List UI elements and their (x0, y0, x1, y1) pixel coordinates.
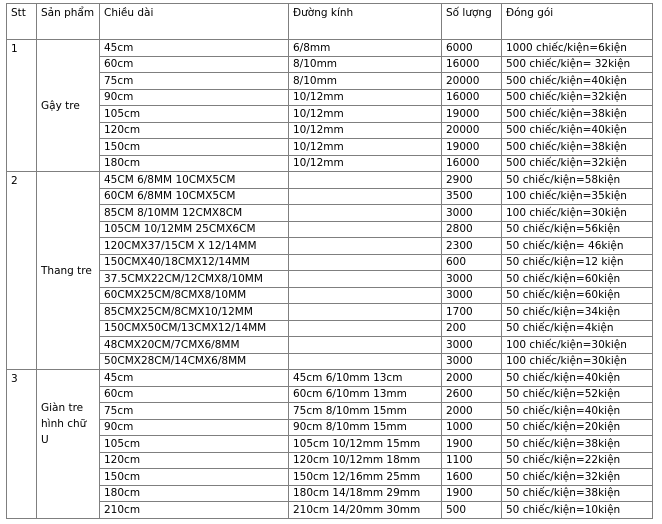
cell-length: 45cm (100, 370, 289, 387)
cell-quantity: 3000 (442, 271, 502, 288)
cell-diameter (289, 271, 442, 288)
cell-diameter: 8/10mm (289, 56, 442, 73)
cell-quantity: 20000 (442, 73, 502, 90)
cell-quantity: 3500 (442, 188, 502, 205)
cell-length: 210cm (100, 502, 289, 519)
row-product: Giàn tre hình chữ U (37, 370, 100, 519)
cell-packing: 500 chiếc/kiện=38kiện (502, 106, 653, 123)
cell-length: 105cm (100, 436, 289, 453)
cell-length: 85CMX25CM/8CMX10/12MM (100, 304, 289, 321)
cell-packing: 100 chiếc/kiện=35kiện (502, 188, 653, 205)
cell-diameter: 75cm 8/10mm 15mm (289, 403, 442, 420)
row-stt: 1 (7, 40, 37, 172)
cell-diameter: 10/12mm (289, 122, 442, 139)
cell-quantity: 2800 (442, 221, 502, 238)
cell-diameter: 180cm 14/18mm 29mm (289, 485, 442, 502)
cell-length: 75cm (100, 403, 289, 420)
cell-length: 150CMX50CM/13CMX12/14MM (100, 320, 289, 337)
cell-quantity: 16000 (442, 155, 502, 172)
table-row (7, 452, 653, 469)
table-row (7, 221, 653, 238)
table-row (7, 370, 653, 387)
cell-quantity: 600 (442, 254, 502, 271)
cell-packing: 1000 chiếc/kiện=6kiện (502, 40, 653, 57)
table-row (7, 403, 653, 420)
header-packing: Đóng gói (502, 4, 653, 40)
cell-packing: 50 chiếc/kiện=20kiện (502, 419, 653, 436)
cell-diameter (289, 353, 442, 370)
cell-length: 50CMX28CM/14CMX6/8MM (100, 353, 289, 370)
cell-quantity: 3000 (442, 353, 502, 370)
header-length: Chiều dài (100, 4, 289, 40)
cell-length: 60cm (100, 386, 289, 403)
cell-packing: 500 chiếc/kiện=38kiện (502, 139, 653, 156)
cell-length: 120CMX37/15CM X 12/14MM (100, 238, 289, 255)
cell-length: 105cm (100, 106, 289, 123)
cell-length: 180cm (100, 155, 289, 172)
cell-quantity: 3000 (442, 287, 502, 304)
cell-quantity: 6000 (442, 40, 502, 57)
cell-diameter (289, 320, 442, 337)
cell-diameter (289, 238, 442, 255)
cell-diameter (289, 221, 442, 238)
table-row (7, 436, 653, 453)
cell-diameter: 60cm 6/10mm 13mm (289, 386, 442, 403)
cell-packing: 50 chiếc/kiện=52kiện (502, 386, 653, 403)
cell-packing: 50 chiếc/kiện=56kiện (502, 221, 653, 238)
table-row (7, 89, 653, 106)
cell-diameter: 210cm 14/20mm 30mm (289, 502, 442, 519)
cell-length: 90cm (100, 89, 289, 106)
header-quantity: Số lượng (442, 4, 502, 40)
cell-diameter (289, 205, 442, 222)
table-row (7, 254, 653, 271)
cell-quantity: 1700 (442, 304, 502, 321)
table-row (7, 502, 653, 519)
cell-diameter (289, 337, 442, 354)
table-row (7, 238, 653, 255)
cell-length: 60CM 6/8MM 10CMX5CM (100, 188, 289, 205)
cell-diameter: 10/12mm (289, 89, 442, 106)
header-stt: Stt (7, 4, 37, 40)
table-row (7, 304, 653, 321)
product-spec-table (6, 3, 653, 519)
cell-packing: 50 chiếc/kiện=22kiện (502, 452, 653, 469)
cell-length: 180cm (100, 485, 289, 502)
cell-packing: 50 chiếc/kiện=60kiện (502, 271, 653, 288)
table-row (7, 188, 653, 205)
table-row (7, 337, 653, 354)
header-product: Sản phẩm (37, 4, 100, 40)
cell-length: 75cm (100, 73, 289, 90)
cell-quantity: 19000 (442, 139, 502, 156)
cell-packing: 50 chiếc/kiện=58kiện (502, 172, 653, 189)
table-row (7, 353, 653, 370)
cell-quantity: 19000 (442, 106, 502, 123)
cell-packing: 50 chiếc/kiện=38kiện (502, 485, 653, 502)
cell-quantity: 2300 (442, 238, 502, 255)
table-row (7, 139, 653, 156)
cell-length: 48CMX20CM/7CMX6/8MM (100, 337, 289, 354)
cell-length: 60CMX25CM/8CMX8/10MM (100, 287, 289, 304)
cell-packing: 100 chiếc/kiện=30kiện (502, 353, 653, 370)
cell-diameter: 10/12mm (289, 155, 442, 172)
cell-packing: 500 chiếc/kiện=40kiện (502, 122, 653, 139)
cell-length: 120cm (100, 122, 289, 139)
cell-packing: 50 chiếc/kiện=12 kiện (502, 254, 653, 271)
cell-packing: 50 chiếc/kiện=32kiện (502, 469, 653, 486)
cell-length: 105CM 10/12MM 25CMX6CM (100, 221, 289, 238)
cell-length: 45cm (100, 40, 289, 57)
cell-packing: 500 chiếc/kiện=32kiện (502, 155, 653, 172)
cell-packing: 500 chiếc/kiện=32kiện (502, 89, 653, 106)
cell-diameter: 105cm 10/12mm 15mm (289, 436, 442, 453)
cell-packing: 100 chiếc/kiện=30kiện (502, 337, 653, 354)
cell-length: 85CM 8/10MM 12CMX8CM (100, 205, 289, 222)
table-row (7, 485, 653, 502)
cell-packing: 50 chiếc/kiện=40kiện (502, 403, 653, 420)
cell-packing: 50 chiếc/kiện=4kiện (502, 320, 653, 337)
table-row (7, 106, 653, 123)
table-row (7, 386, 653, 403)
cell-diameter: 120cm 10/12mm 18mm (289, 452, 442, 469)
table-row (7, 271, 653, 288)
header-diameter: Đường kính (289, 4, 442, 40)
cell-diameter (289, 287, 442, 304)
cell-diameter: 45cm 6/10mm 13cm (289, 370, 442, 387)
cell-diameter: 8/10mm (289, 73, 442, 90)
table-row (7, 205, 653, 222)
cell-packing: 50 chiếc/kiện=10kiện (502, 502, 653, 519)
cell-packing: 50 chiếc/kiện=38kiện (502, 436, 653, 453)
cell-diameter: 90cm 8/10mm 15mm (289, 419, 442, 436)
header-row (7, 4, 653, 40)
table-row (7, 172, 653, 189)
cell-packing: 500 chiếc/kiện= 32kiện (502, 56, 653, 73)
cell-length: 37.5CMX22CM/12CMX8/10MM (100, 271, 289, 288)
cell-diameter: 10/12mm (289, 106, 442, 123)
cell-quantity: 1900 (442, 436, 502, 453)
table-row (7, 40, 653, 57)
cell-diameter (289, 188, 442, 205)
row-stt: 3 (7, 370, 37, 519)
cell-quantity: 3000 (442, 337, 502, 354)
table-row (7, 122, 653, 139)
table-row (7, 155, 653, 172)
page-edge-mark (652, 492, 662, 524)
cell-quantity: 2900 (442, 172, 502, 189)
cell-quantity: 2000 (442, 370, 502, 387)
cell-quantity: 200 (442, 320, 502, 337)
table-row (7, 419, 653, 436)
cell-quantity: 1100 (442, 452, 502, 469)
cell-quantity: 16000 (442, 56, 502, 73)
cell-quantity: 20000 (442, 122, 502, 139)
cell-packing: 500 chiếc/kiện=40kiện (502, 73, 653, 90)
cell-diameter: 10/12mm (289, 139, 442, 156)
table-row (7, 56, 653, 73)
cell-length: 120cm (100, 452, 289, 469)
cell-quantity: 3000 (442, 205, 502, 222)
table-row (7, 320, 653, 337)
cell-diameter: 150cm 12/16mm 25mm (289, 469, 442, 486)
cell-packing: 100 chiếc/kiện=30kiện (502, 205, 653, 222)
cell-quantity: 2000 (442, 403, 502, 420)
cell-quantity: 1000 (442, 419, 502, 436)
cell-length: 150cm (100, 469, 289, 486)
row-stt: 2 (7, 172, 37, 370)
cell-length: 150CMX40/18CMX12/14MM (100, 254, 289, 271)
cell-packing: 50 chiếc/kiện=60kiện (502, 287, 653, 304)
table-row (7, 287, 653, 304)
cell-length: 90cm (100, 419, 289, 436)
row-product: Gậy tre (37, 40, 100, 172)
cell-diameter: 6/8mm (289, 40, 442, 57)
cell-length: 150cm (100, 139, 289, 156)
cell-length: 60cm (100, 56, 289, 73)
cell-diameter (289, 172, 442, 189)
table-row (7, 73, 653, 90)
cell-quantity: 1900 (442, 485, 502, 502)
table-row (7, 469, 653, 486)
cell-packing: 50 chiếc/kiện= 46kiện (502, 238, 653, 255)
cell-diameter (289, 304, 442, 321)
cell-length: 45CM 6/8MM 10CMX5CM (100, 172, 289, 189)
row-product: Thang tre (37, 172, 100, 370)
cell-quantity: 16000 (442, 89, 502, 106)
cell-diameter (289, 254, 442, 271)
cell-quantity: 2600 (442, 386, 502, 403)
cell-packing: 50 chiếc/kiện=34kiện (502, 304, 653, 321)
cell-quantity: 1600 (442, 469, 502, 486)
cell-quantity: 500 (442, 502, 502, 519)
cell-packing: 50 chiếc/kiện=40kiện (502, 370, 653, 387)
